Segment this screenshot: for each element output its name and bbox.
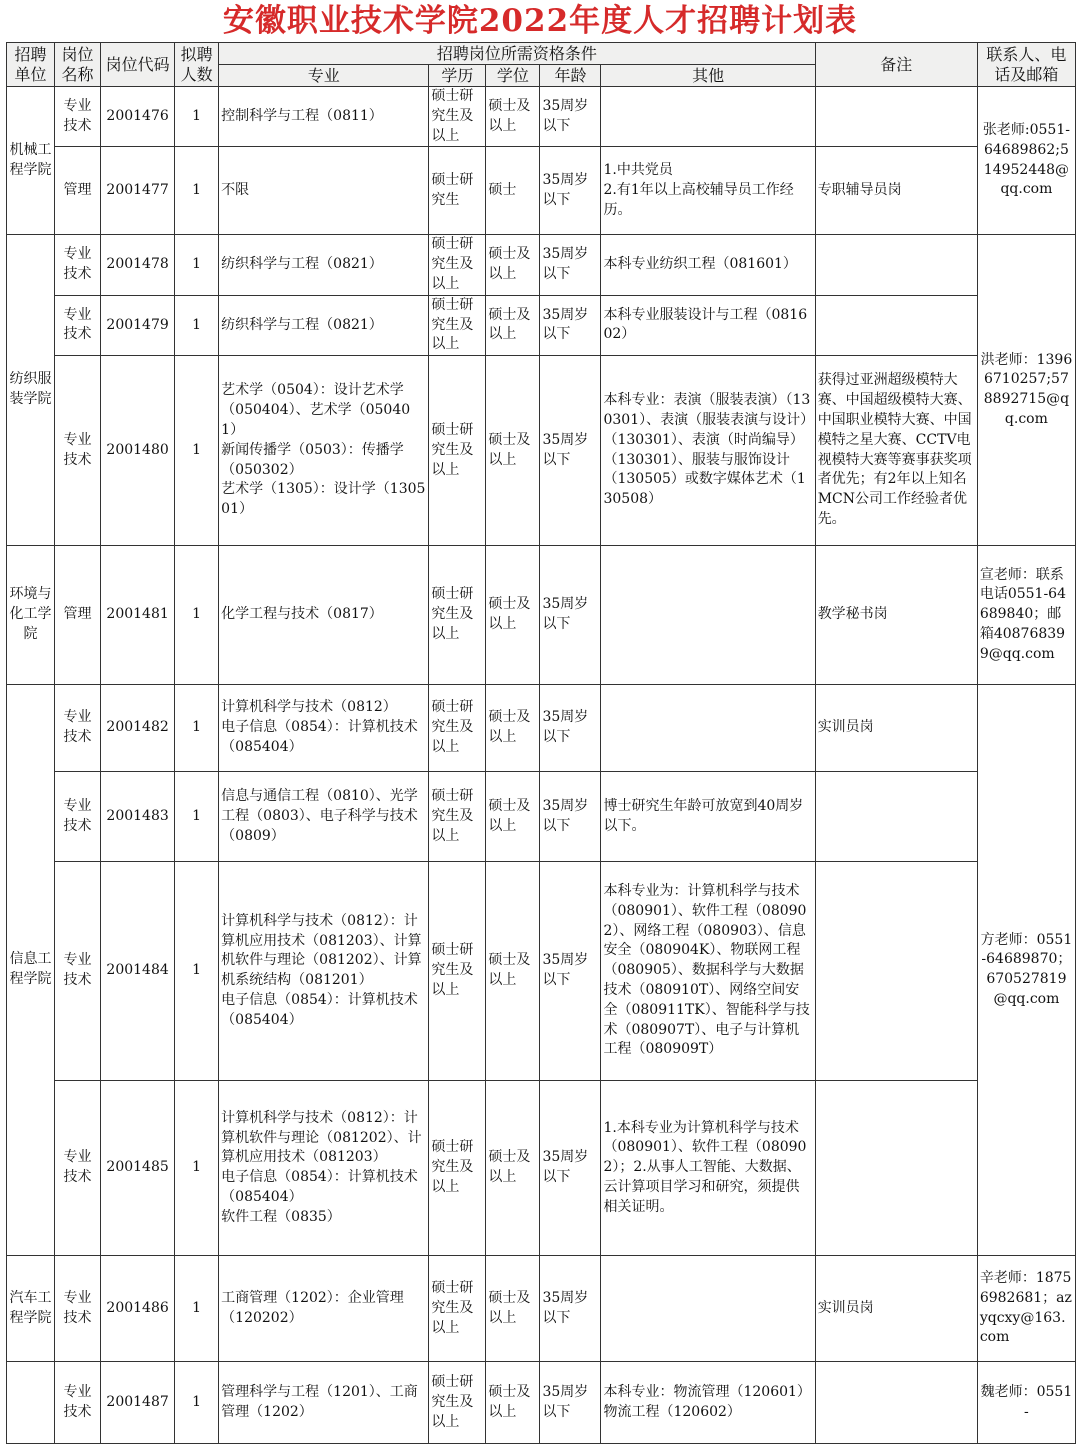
header-unit: 招聘单位 — [7, 43, 55, 87]
recruitment-table — [6, 42, 1076, 1444]
cell-contact: 张老师:0551-64689862;514952448@qq.com — [977, 87, 1075, 235]
cell-position: 专业技术 — [55, 295, 101, 355]
header-degree: 学位 — [486, 65, 540, 87]
cell-education: 硕士研究生及以上 — [429, 235, 486, 295]
cell-contact: 宣老师：联系电话0551-64689840；邮箱408768399@qq.com — [977, 546, 1075, 685]
cell-age: 35周岁以下 — [540, 147, 601, 235]
cell-code: 2001486 — [101, 1256, 175, 1362]
cell-position: 专业技术 — [55, 1362, 101, 1444]
cell-contact: 魏老师：0551- — [977, 1362, 1075, 1444]
cell-major: 不限 — [219, 147, 429, 235]
cell-age: 35周岁以下 — [540, 862, 601, 1081]
cell-count: 1 — [175, 235, 219, 295]
cell-other: 1.本科专业为计算机科学与技术（080901）、软件工程（080902）；2.从事人工智能、大数据、云计算项目学习和研究，须提供相关证明。 — [601, 1081, 815, 1256]
table-row — [7, 87, 1076, 147]
cell-remark — [815, 235, 977, 295]
cell-major: 纺织科学与工程（0821） — [219, 235, 429, 295]
cell-degree: 硕士及以上 — [486, 235, 540, 295]
cell-code: 2001484 — [101, 862, 175, 1081]
cell-other: 本科专业：物流管理（120601） 物流工程（120602） — [601, 1362, 815, 1444]
cell-remark: 教学秘书岗 — [815, 546, 977, 685]
cell-degree: 硕士及以上 — [486, 1256, 540, 1362]
cell-remark — [815, 295, 977, 355]
cell-count: 1 — [175, 147, 219, 235]
header-contact: 联系人、电话及邮箱 — [977, 43, 1075, 87]
cell-other: 本科专业服装设计与工程（081602） — [601, 295, 815, 355]
page-title: 安徽职业技术学院2022年度人才招聘计划表 — [222, 3, 858, 39]
cell-education: 硕士研究生及以上 — [429, 356, 486, 546]
cell-remark: 实训员岗 — [815, 1256, 977, 1362]
cell-code: 2001481 — [101, 546, 175, 685]
cell-degree: 硕士及以上 — [486, 1362, 540, 1444]
cell-code: 2001476 — [101, 87, 175, 147]
header-other: 其他 — [601, 65, 815, 87]
cell-age: 35周岁以下 — [540, 546, 601, 685]
cell-code: 2001477 — [101, 147, 175, 235]
cell-other: 本科专业为：计算机科学与技术（080901）、软件工程（080902）、网络工程（080903）、信息安全（080904K）、物联网工程（080905）、数据科学与大数据技术（080910T）、网络空间安全（080911TK）、智能科学与技术（080907T）、电子与计算机工程（080909T） — [601, 862, 815, 1081]
cell-other: 本科专业纺织工程（081601） — [601, 235, 815, 295]
cell-degree: 硕士及以上 — [486, 546, 540, 685]
cell-age: 35周岁以下 — [540, 1256, 601, 1362]
cell-age: 35周岁以下 — [540, 1362, 601, 1444]
cell-unit: 信息工程学院 — [7, 685, 55, 1256]
cell-other — [601, 1256, 815, 1362]
cell-count: 1 — [175, 546, 219, 685]
cell-code: 2001478 — [101, 235, 175, 295]
cell-age: 35周岁以下 — [540, 235, 601, 295]
cell-count: 1 — [175, 1256, 219, 1362]
cell-other: 本科专业：表演（服装表演）（130301）、表演（服装表演与设计）（130301）、表演（时尚编导）（130301）、服装与服饰设计（130505）或数字媒体艺术（130508） — [601, 356, 815, 546]
cell-remark — [815, 1081, 977, 1256]
cell-education: 硕士研究生及以上 — [429, 87, 486, 147]
cell-unit: 纺织服装学院 — [7, 235, 55, 546]
cell-position: 专业技术 — [55, 356, 101, 546]
cell-count: 1 — [175, 772, 219, 862]
table-row — [7, 356, 1076, 546]
cell-position: 专业技术 — [55, 685, 101, 772]
cell-contact: 辛老师：18756982681；azyqcxy@163.com — [977, 1256, 1075, 1362]
cell-count: 1 — [175, 295, 219, 355]
cell-other: 1.中共党员 2.有1年以上高校辅导员工作经历。 — [601, 147, 815, 235]
header-major: 专业 — [219, 65, 429, 87]
table-row — [7, 685, 1076, 772]
cell-education: 硕士研究生及以上 — [429, 546, 486, 685]
cell-remark — [815, 772, 977, 862]
table-row — [7, 235, 1076, 295]
cell-major: 工商管理（1202）：企业管理（120202） — [219, 1256, 429, 1362]
cell-position: 专业技术 — [55, 235, 101, 295]
cell-count: 1 — [175, 1362, 219, 1444]
cell-major: 计算机科学与技术（0812）：计算机软件与理论（081202）、计算机应用技术（081203） 电子信息（0854）：计算机技术（085404） 软件工程（0835） — [219, 1081, 429, 1256]
cell-unit: 汽车工程学院 — [7, 1256, 55, 1362]
cell-contact: 方老师：0551-64689870；670527819@qq.com — [977, 685, 1075, 1256]
cell-age: 35周岁以下 — [540, 772, 601, 862]
cell-education: 硕士研究生及以上 — [429, 685, 486, 772]
cell-code: 2001479 — [101, 295, 175, 355]
cell-remark — [815, 1362, 977, 1444]
cell-education: 硕士研究生 — [429, 147, 486, 235]
header-remark: 备注 — [815, 43, 977, 87]
cell-education: 硕士研究生及以上 — [429, 862, 486, 1081]
cell-degree: 硕士及以上 — [486, 356, 540, 546]
header-education: 学历 — [429, 65, 486, 87]
cell-position: 专业技术 — [55, 87, 101, 147]
header-code: 岗位代码 — [101, 43, 175, 87]
cell-age: 35周岁以下 — [540, 87, 601, 147]
cell-unit: 机械工程学院 — [7, 87, 55, 235]
table-row — [7, 295, 1076, 355]
cell-degree: 硕士及以上 — [486, 685, 540, 772]
cell-education: 硕士研究生及以上 — [429, 1362, 486, 1444]
cell-major: 信息与通信工程（0810）、光学工程（0803）、电子科学与技术（0809） — [219, 772, 429, 862]
cell-major: 化学工程与技术（0817） — [219, 546, 429, 685]
cell-education: 硕士研究生及以上 — [429, 295, 486, 355]
cell-age: 35周岁以下 — [540, 356, 601, 546]
table-row — [7, 147, 1076, 235]
cell-position: 专业技术 — [55, 772, 101, 862]
cell-other — [601, 87, 815, 147]
cell-other: 博士研究生年龄可放宽到40周岁以下。 — [601, 772, 815, 862]
cell-position: 专业技术 — [55, 1256, 101, 1362]
cell-major: 控制科学与工程（0811） — [219, 87, 429, 147]
cell-position: 专业技术 — [55, 1081, 101, 1256]
cell-position: 专业技术 — [55, 862, 101, 1081]
cell-count: 1 — [175, 87, 219, 147]
cell-remark: 获得过亚洲超级模特大赛、中国超级模特大赛、中国职业模特大赛、中国模特之星大赛、CCTV电视模特大赛等赛事获奖项者优先；有2年以上知名MCN公司工作经验者优先。 — [815, 356, 977, 546]
table-row — [7, 1256, 1076, 1362]
table-row — [7, 862, 1076, 1081]
cell-degree: 硕士及以上 — [486, 862, 540, 1081]
cell-education: 硕士研究生及以上 — [429, 1081, 486, 1256]
header-age: 年龄 — [540, 65, 601, 87]
cell-age: 35周岁以下 — [540, 685, 601, 772]
cell-major: 计算机科学与技术（0812） 电子信息（0854）：计算机技术（085404） — [219, 685, 429, 772]
cell-code: 2001485 — [101, 1081, 175, 1256]
cell-code: 2001483 — [101, 772, 175, 862]
table-row — [7, 772, 1076, 862]
cell-other — [601, 546, 815, 685]
cell-age: 35周岁以下 — [540, 1081, 601, 1256]
cell-major: 纺织科学与工程（0821） — [219, 295, 429, 355]
cell-code: 2001480 — [101, 356, 175, 546]
cell-unit — [7, 1362, 55, 1444]
cell-degree: 硕士 — [486, 147, 540, 235]
cell-age: 35周岁以下 — [540, 295, 601, 355]
cell-count: 1 — [175, 1081, 219, 1256]
cell-count: 1 — [175, 862, 219, 1081]
cell-unit: 环境与化工学院 — [7, 546, 55, 685]
cell-remark: 实训员岗 — [815, 685, 977, 772]
cell-position: 管理 — [55, 147, 101, 235]
table-row — [7, 1362, 1076, 1444]
cell-remark — [815, 862, 977, 1081]
cell-other — [601, 685, 815, 772]
header-count: 拟聘人数 — [175, 43, 219, 87]
header-qualifications: 招聘岗位所需资格条件 — [219, 43, 816, 65]
cell-position: 管理 — [55, 546, 101, 685]
table-row — [7, 1081, 1076, 1256]
cell-education: 硕士研究生及以上 — [429, 772, 486, 862]
table-row — [7, 546, 1076, 685]
cell-major: 艺术学（0504）：设计艺术学（050404）、艺术学（050401） 新闻传播学（0503）：传播学（050302） 艺术学（1305）：设计学（130501） — [219, 356, 429, 546]
cell-code: 2001487 — [101, 1362, 175, 1444]
cell-major: 计算机科学与技术（0812）：计算机应用技术（081203）、计算机软件与理论（081202）、计算机系统结构（081201） 电子信息（0854）：计算机技术（085404） — [219, 862, 429, 1081]
cell-remark — [815, 87, 977, 147]
cell-count: 1 — [175, 356, 219, 546]
cell-degree: 硕士及以上 — [486, 295, 540, 355]
cell-code: 2001482 — [101, 685, 175, 772]
cell-degree: 硕士及以上 — [486, 1081, 540, 1256]
cell-degree: 硕士及以上 — [486, 87, 540, 147]
cell-education: 硕士研究生及以上 — [429, 1256, 486, 1362]
cell-major: 管理科学与工程（1201）、工商管理（1202） — [219, 1362, 429, 1444]
cell-degree: 硕士及以上 — [486, 772, 540, 862]
cell-count: 1 — [175, 685, 219, 772]
cell-remark: 专职辅导员岗 — [815, 147, 977, 235]
cell-contact: 洪老师：13966710257;578892715@qq.com — [977, 235, 1075, 546]
header-position: 岗位名称 — [55, 43, 101, 87]
